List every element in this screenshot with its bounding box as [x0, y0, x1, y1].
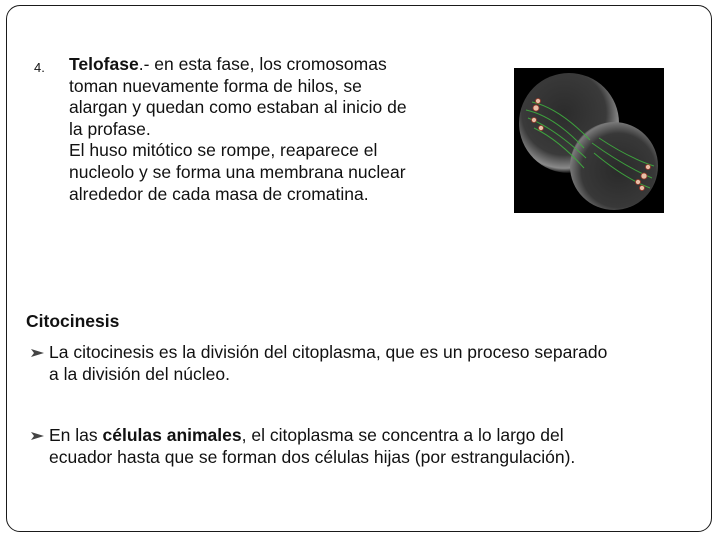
citocinesis-heading: Citocinesis [26, 311, 120, 331]
telofase-title: Telofase [69, 54, 139, 74]
bullet-line: La citocinesis es la división del citoplasma, que es un proceso separado [49, 342, 608, 362]
bullet-line: En las células animales, el citoplasma se concentra a lo largo del [49, 425, 564, 445]
bullet-arrow-icon [30, 430, 45, 442]
bullet-item [30, 341, 607, 385]
bullet-item [30, 424, 575, 468]
bullet-arrow-icon [30, 347, 45, 359]
telofase-line-7: alrededor de cada masa de cromatina. [69, 183, 369, 204]
telofase-line-3: alargan y quedan como estaban al inicio de [69, 97, 407, 118]
telofase-line-5: El huso mitótico se rompe, reaparece el [69, 140, 378, 161]
telofase-line-4: la profase. [69, 118, 151, 139]
telofase-line-1: Telofase.- en esta fase, los cromosomas [69, 54, 387, 74]
bullet-line: ecuador hasta que se forman dos células hijas (por estrangulación). [49, 447, 576, 467]
telofase-paragraph [69, 54, 469, 205]
telofase-line-2: toman nuevamente forma de hilos, se [69, 75, 362, 96]
bullet-line: a la división del núcleo. [49, 364, 230, 384]
item-number: 4. [34, 60, 45, 75]
bold-term: células animales [102, 425, 242, 445]
telophase-cell-image [514, 68, 664, 213]
telofase-line-6: nucleolo y se forma una membrana nuclear [69, 161, 406, 182]
